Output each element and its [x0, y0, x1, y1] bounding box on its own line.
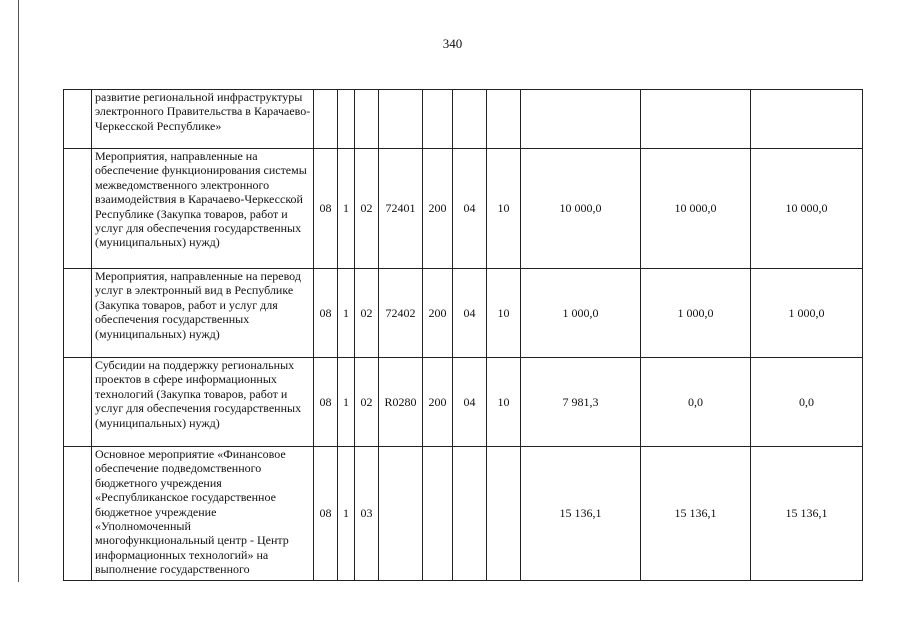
- budget-table: [63, 89, 863, 581]
- code-cell: 200: [423, 358, 453, 447]
- description-cell: Мероприятия, направленные на перевод услуг в электронный вид в Республике (Закупка товаров, работ и услуг для обеспечения государственных (муниципальных) нужд): [92, 269, 314, 358]
- code-cell: [487, 447, 521, 581]
- amount-cell: 15 136,1: [521, 447, 641, 581]
- code-cell: [453, 90, 487, 149]
- amount-cell: 10 000,0: [751, 149, 863, 269]
- code-cell: [423, 90, 453, 149]
- code-cell: 1: [338, 269, 355, 358]
- amount-cell: [641, 90, 751, 149]
- row-index-cell: [64, 149, 92, 269]
- code-cell: 08: [314, 358, 338, 447]
- code-cell: [338, 90, 355, 149]
- code-cell: [379, 90, 423, 149]
- amount-cell: 0,0: [641, 358, 751, 447]
- table-row: [64, 149, 863, 269]
- row-index-cell: [64, 447, 92, 581]
- table-row: [64, 358, 863, 447]
- code-cell: 10: [487, 149, 521, 269]
- code-cell: 72401: [379, 149, 423, 269]
- amount-cell: [751, 90, 863, 149]
- code-cell: [314, 90, 338, 149]
- code-cell: 200: [423, 269, 453, 358]
- amount-cell: 10 000,0: [521, 149, 641, 269]
- amount-cell: [521, 90, 641, 149]
- code-cell: 08: [314, 149, 338, 269]
- table-row: [64, 269, 863, 358]
- code-cell: 200: [423, 149, 453, 269]
- description-cell: Субсидии на поддержку региональных проектов в сфере информационных технологий (Закупка товаров, работ и услуг для обеспечения государственных (муниципальных) нужд): [92, 358, 314, 447]
- code-cell: 03: [355, 447, 379, 581]
- description-cell: Основное мероприятие «Финансовое обеспечение подведомственного бюджетного учреждения «Республиканское государственное бюджетное учреждение «Уполномоченный многофункциональный центр - Центр информационных технологий» на выполнение государственного: [92, 447, 314, 581]
- code-cell: [379, 447, 423, 581]
- code-cell: 1: [338, 149, 355, 269]
- amount-cell: 15 136,1: [641, 447, 751, 581]
- page-left-border: [18, 0, 19, 582]
- code-cell: 10: [487, 358, 521, 447]
- row-index-cell: [64, 358, 92, 447]
- code-cell: 1: [338, 447, 355, 581]
- page-number: 340: [442, 36, 463, 51]
- amount-cell: 1 000,0: [521, 269, 641, 358]
- code-cell: R0280: [379, 358, 423, 447]
- amount-cell: 1 000,0: [751, 269, 863, 358]
- code-cell: 04: [453, 149, 487, 269]
- code-cell: [423, 447, 453, 581]
- row-index-cell: [64, 90, 92, 149]
- amount-cell: 10 000,0: [641, 149, 751, 269]
- table-row: [64, 90, 863, 149]
- code-cell: 08: [314, 269, 338, 358]
- amount-cell: 15 136,1: [751, 447, 863, 581]
- description-cell: развитие региональной инфраструктуры электронного Правительства в Карачаево-Черкесской Республике»: [92, 90, 314, 149]
- code-cell: 08: [314, 447, 338, 581]
- code-cell: 04: [453, 269, 487, 358]
- code-cell: 02: [355, 149, 379, 269]
- code-cell: 02: [355, 269, 379, 358]
- code-cell: 72402: [379, 269, 423, 358]
- code-cell: 02: [355, 358, 379, 447]
- code-cell: [453, 447, 487, 581]
- amount-cell: 1 000,0: [641, 269, 751, 358]
- code-cell: [487, 90, 521, 149]
- amount-cell: 7 981,3: [521, 358, 641, 447]
- row-index-cell: [64, 269, 92, 358]
- amount-cell: 0,0: [751, 358, 863, 447]
- description-cell: Мероприятия, направленные на обеспечение функционирования системы межведомственного электронного взаимодействия в Карачаево-Черкесской Республике (Закупка товаров, работ и услуг для обеспечения государственных (муниципальных) нужд): [92, 149, 314, 269]
- table-row: [64, 447, 863, 581]
- code-cell: 1: [338, 358, 355, 447]
- code-cell: [355, 90, 379, 149]
- code-cell: 10: [487, 269, 521, 358]
- code-cell: 04: [453, 358, 487, 447]
